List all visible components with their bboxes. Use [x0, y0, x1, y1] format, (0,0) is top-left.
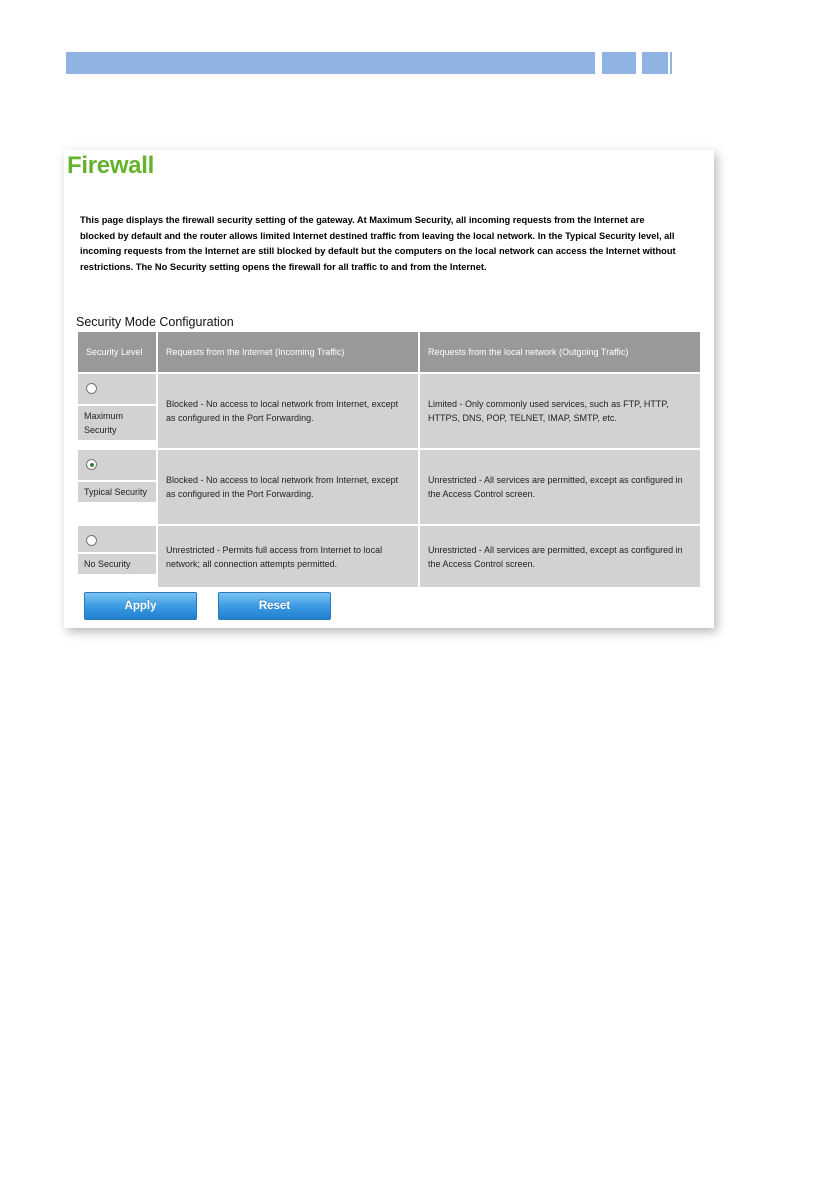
- intro-text: This page displays the firewall security setting of the gateway. At Maximum Security, all incoming requests from the Internet are blocked by default and the router allows limited Internet destined traffic from leaving the local network. In the Typical Security level, all incoming requests from the Internet are still blocked by default but the computers on the local network can access the Internet without restrictions. The No Security setting opens the firewall for all traffic to and from the Internet.: [80, 215, 676, 272]
- reset-button[interactable]: Reset: [218, 592, 331, 620]
- table-row: [78, 526, 700, 587]
- firewall-panel: [64, 150, 714, 628]
- header-security-level: Security Level: [78, 332, 156, 372]
- header-bar-segment: [642, 52, 668, 74]
- table-row: [78, 450, 700, 524]
- security-level-label: Typical Security: [78, 482, 156, 502]
- security-mode-table: [76, 330, 702, 589]
- security-level-label: No Security: [78, 554, 156, 574]
- page-title: Firewall: [67, 152, 154, 179]
- incoming-traffic-cell: Blocked - No access to local network from Internet, except as configured in the Port Forwarding.: [158, 450, 418, 524]
- header-bar: [66, 52, 595, 74]
- radio-maximum-security[interactable]: [86, 383, 97, 394]
- radio-no-security[interactable]: [86, 535, 97, 546]
- header-incoming: Requests from the Internet (Incoming Traffic): [158, 332, 418, 372]
- header-outgoing: Requests from the local network (Outgoing Traffic): [420, 332, 700, 372]
- table-header-row: [78, 332, 700, 372]
- outgoing-traffic-cell: Unrestricted - All services are permitted, except as configured in the Access Control screen.: [420, 526, 700, 587]
- outgoing-traffic-cell: Limited - Only commonly used services, such as FTP, HTTP, HTTPS, DNS, POP, TELNET, IMAP, SMTP, etc.: [420, 374, 700, 448]
- section-title: Security Mode Configuration: [76, 315, 234, 329]
- security-level-label: Maximum Security: [78, 406, 156, 440]
- security-level-cell: [78, 526, 156, 587]
- security-level-cell: [78, 374, 156, 448]
- table-row: [78, 374, 700, 448]
- header-bar-segment: [602, 52, 636, 74]
- header-bar-segment: [670, 52, 672, 74]
- incoming-traffic-cell: Unrestricted - Permits full access from Internet to local network; all connection attempts permitted.: [158, 526, 418, 587]
- security-level-cell: [78, 450, 156, 524]
- incoming-traffic-cell: Blocked - No access to local network from Internet, except as configured in the Port Forwarding.: [158, 374, 418, 448]
- outgoing-traffic-cell: Unrestricted - All services are permitted, except as configured in the Access Control screen.: [420, 450, 700, 524]
- radio-typical-security[interactable]: [86, 459, 97, 470]
- apply-button[interactable]: Apply: [84, 592, 197, 620]
